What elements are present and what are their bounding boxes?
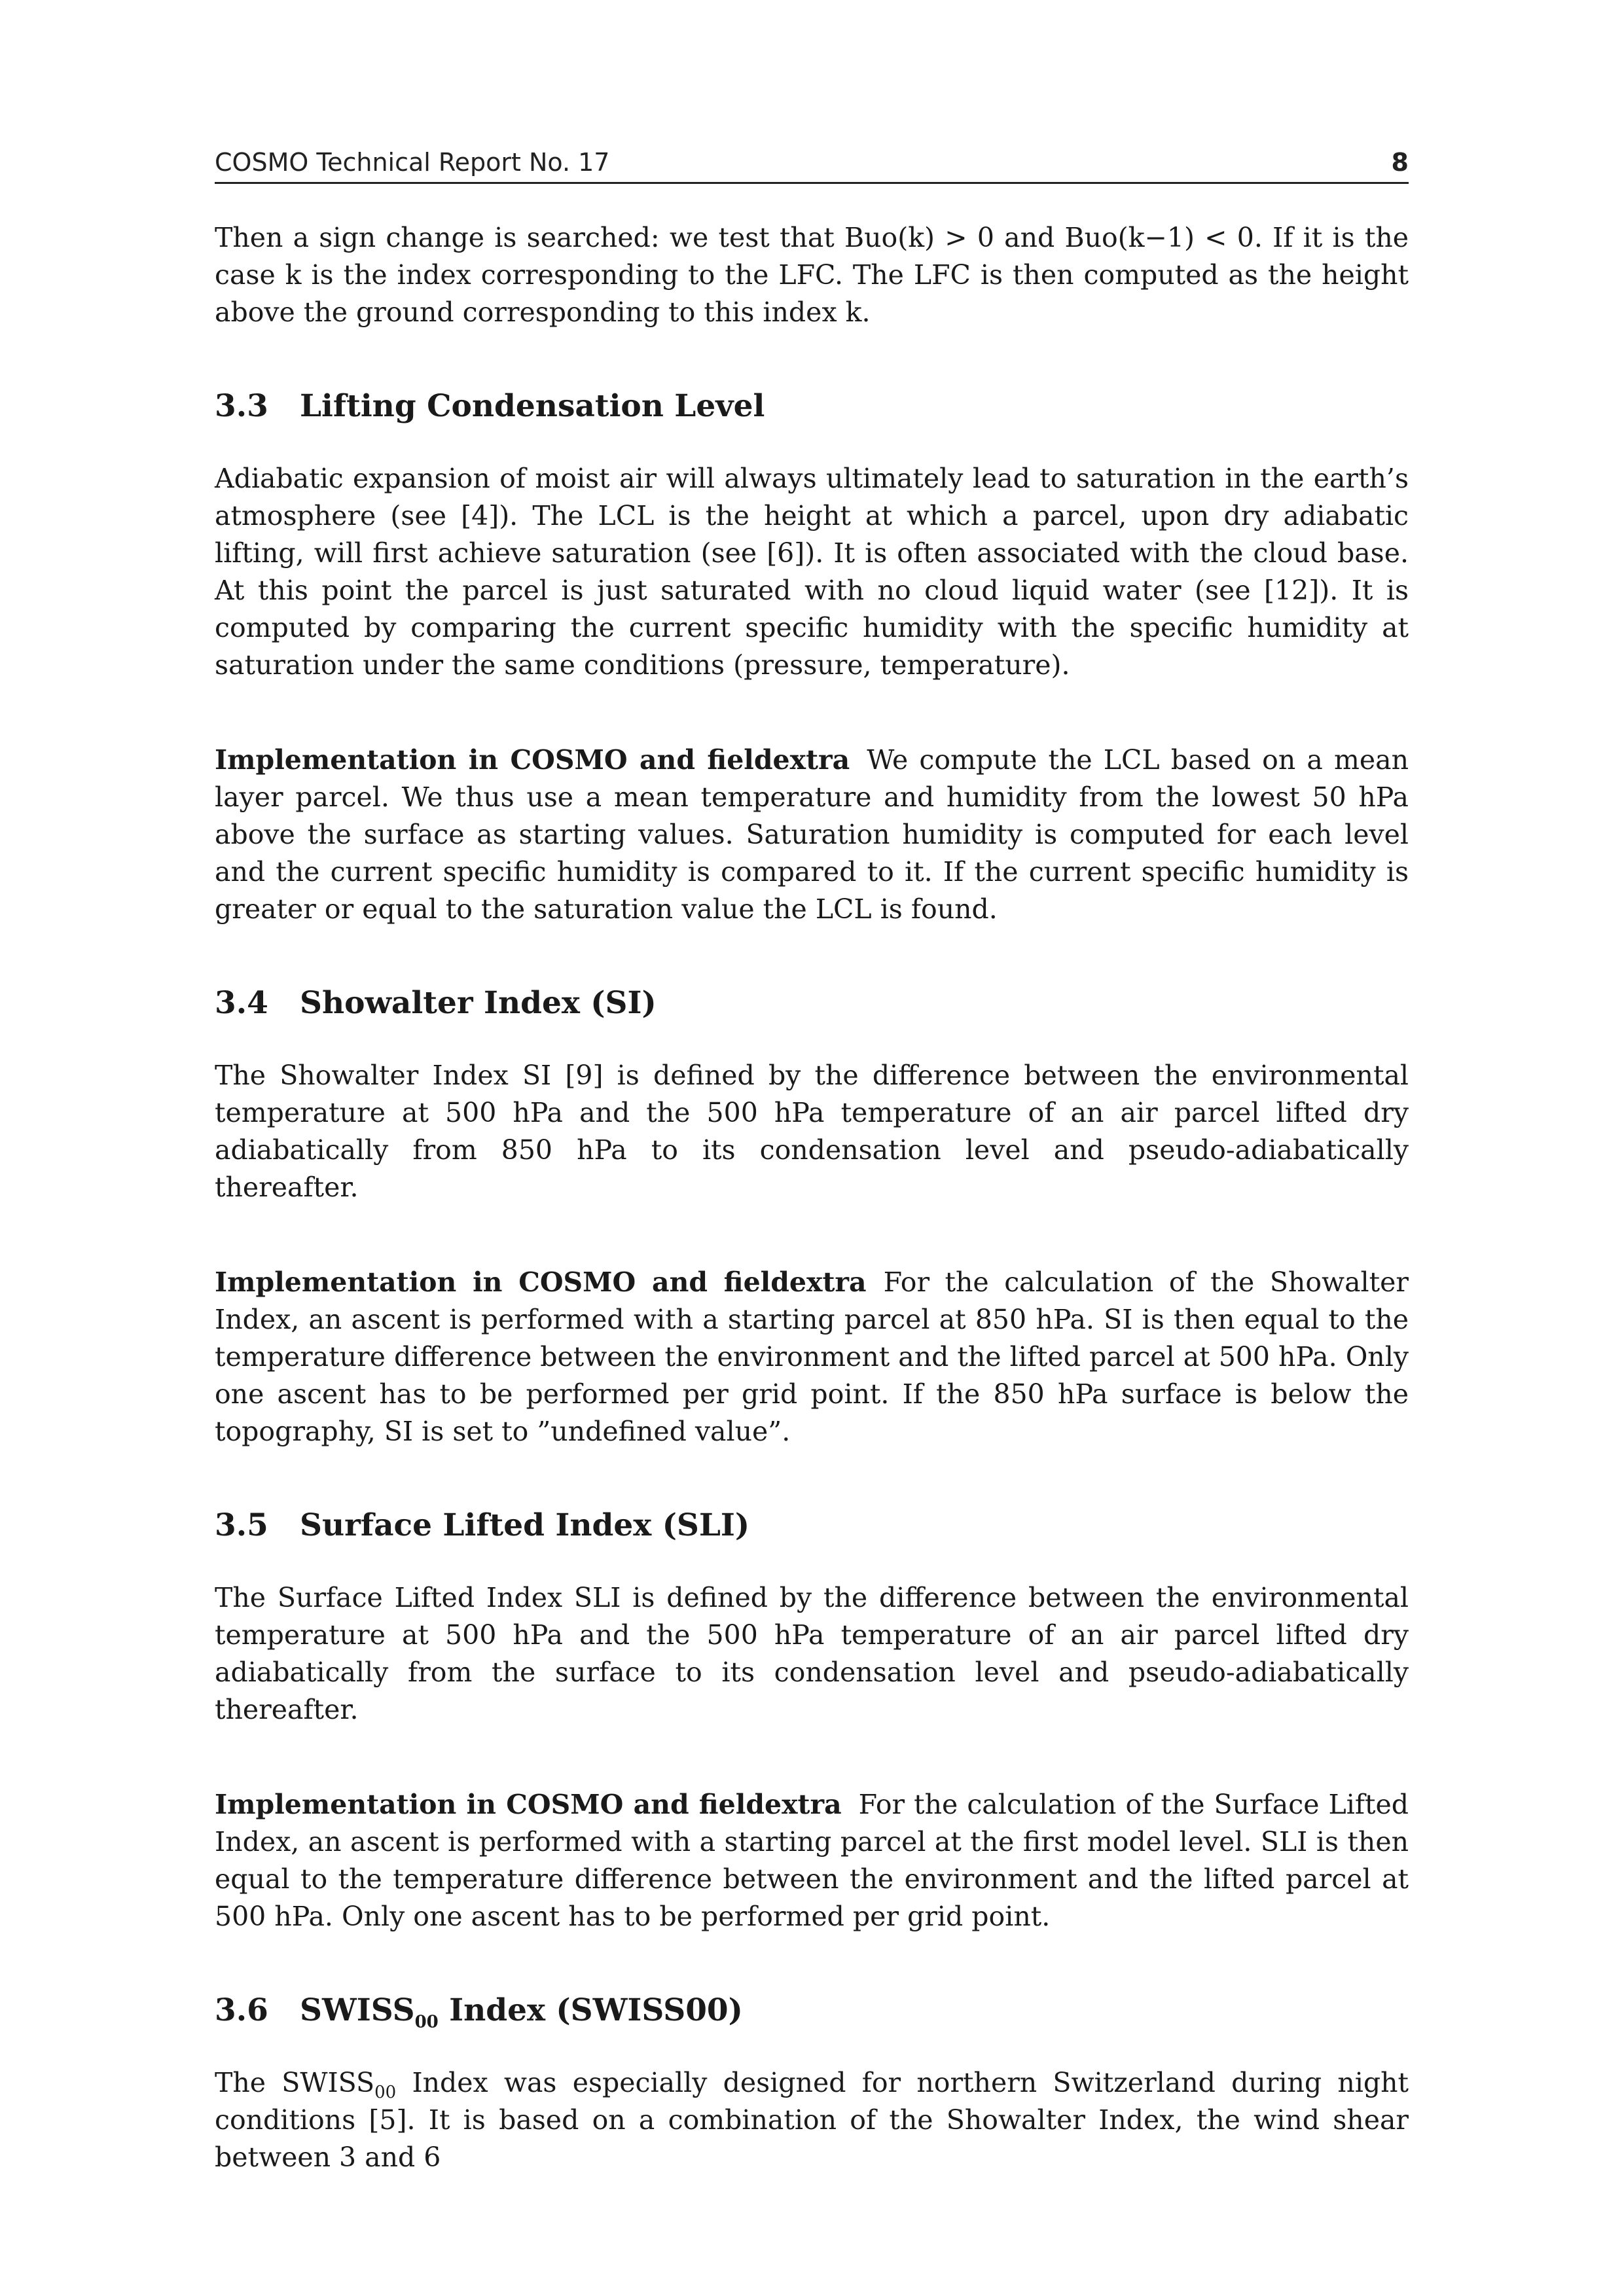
section-title-rest: Index (SWISS00) xyxy=(438,1992,743,2028)
implementation-text: For the calculation of the Showalter Index, an ascent is performed with a starting parcel at 850 hPa. SI is then equal to the temperature difference between the environment and the lifted parcel at 500 hPa. Only one ascent has to be performed per grid point. If the 850 hPa surface is below the topography, SI is set to ”undefined value”. xyxy=(215,1266,1409,1447)
section-number: 3.4 xyxy=(215,985,268,1021)
implementation-text: For the calculation of the Surface Lifted Index, an ascent is performed with a starting parcel at the first model level. SLI is then equal to the temperature difference between the environment and the lifted parcel at 500 hPa. Only one ascent has to be performed per grid point. xyxy=(215,1789,1409,1932)
swiss00-paragraph xyxy=(215,2064,1409,2176)
sli-implementation-paragraph xyxy=(215,1786,1409,1935)
report-title: COSMO Technical Report No. 17 xyxy=(215,148,610,177)
running-header xyxy=(215,143,1409,184)
page-number: 8 xyxy=(1391,148,1409,177)
implementation-run-in-heading: Implementation in COSMO and fieldextra xyxy=(215,1789,842,1820)
swiss00-text-rest: Index was especially designed for northern Switzerland during night conditions [5]. It is based on a combination of the Showalter Index, the wind shear between 3 and 6 xyxy=(215,2067,1409,2173)
implementation-text: We compute the LCL based on a mean layer parcel. We thus use a mean temperature and humidity from the lowest 50 hPa above the surface as starting values. Saturation humidity is computed for each level and the current specific humidity is compared to it. If the current specific humidity is greater or equal to the saturation value the LCL is found. xyxy=(215,744,1409,925)
swiss00-text-start: The SWISS xyxy=(215,2067,375,2098)
implementation-run-in-heading: Implementation in COSMO and fieldextra xyxy=(215,1266,867,1298)
section-title: Lifting Condensation Level xyxy=(300,388,765,424)
sli-paragraph: The Surface Lifted Index SLI is defined by the difference between the environmental temperature at 500 hPa and the 500 hPa temperature of an air parcel lifted dry adiabatically from the surface to its condensation level and pseudo-adiabatically thereafter. xyxy=(215,1582,1409,1725)
section-heading-3-3 xyxy=(215,387,1409,426)
section-number: 3.3 xyxy=(215,388,268,424)
page-body xyxy=(215,219,1409,2176)
si-paragraph: The Showalter Index SI [9] is defined by the difference between the environmental temperature at 500 hPa and the 500 hPa temperature of an air parcel lifted dry adiabatically from 850 hPa to its condensation level and pseudo-adiabatically thereafter. xyxy=(215,1060,1409,1203)
section-heading-3-5 xyxy=(215,1506,1409,1545)
lcl-implementation-paragraph xyxy=(215,742,1409,928)
implementation-run-in-heading: Implementation in COSMO and fieldextra xyxy=(215,744,850,776)
intro-paragraph: Then a sign change is searched: we test that Buo(k) > 0 and Buo(k−1) < 0. If it is the case k is the index corresponding to the LFC. The LFC is then computed as the height above the ground corresponding to this index k. xyxy=(215,222,1409,328)
section-heading-3-6 xyxy=(215,1991,1409,2030)
section-heading-3-4 xyxy=(215,984,1409,1023)
lcl-paragraph: Adiabatic expansion of moist air will always ultimately lead to saturation in the earth’s atmosphere (see [4]). The LCL is the height at which a parcel, upon dry adiabatic lifting, will first achieve saturation (see [6]). It is often associated with the cloud base. At this point the parcel is just saturated with no cloud liquid water (see [12]). It is computed by comparing the current specific humidity with the specific humidity at saturation under the same conditions (pressure, temperature). xyxy=(215,463,1409,681)
swiss00-subscript: 00 xyxy=(374,2083,397,2103)
section-number: 3.6 xyxy=(215,1992,268,2028)
section-title: Showalter Index (SI) xyxy=(300,985,657,1021)
section-title-subscript: 00 xyxy=(414,2012,439,2032)
section-title: Surface Lifted Index (SLI) xyxy=(300,1507,750,1543)
si-implementation-paragraph xyxy=(215,1264,1409,1450)
section-title-main: SWISS xyxy=(300,1992,415,2028)
section-number: 3.5 xyxy=(215,1507,268,1543)
